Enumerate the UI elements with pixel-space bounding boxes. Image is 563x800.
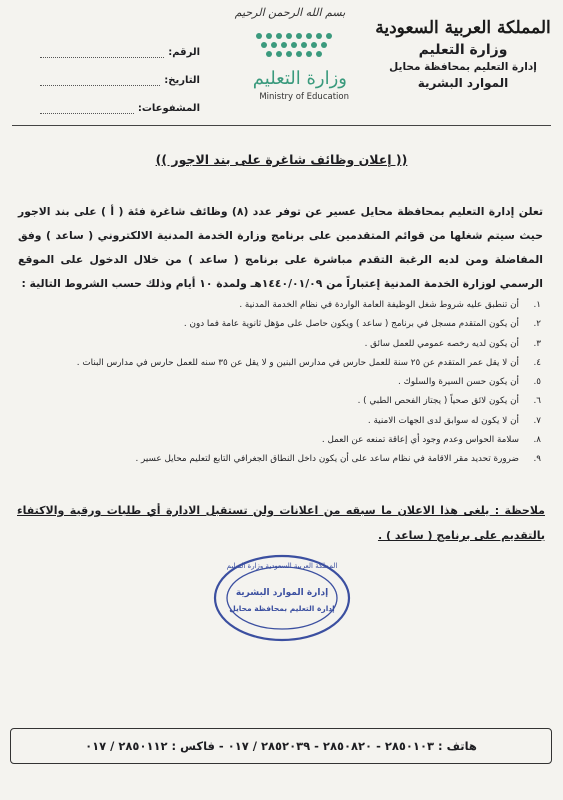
letterhead-right (373, 18, 553, 90)
list-item (26, 354, 541, 373)
administration-name: إدارة التعليم بمحافظة محايل (389, 61, 537, 73)
field-attachments-label: المشفوعات: (137, 103, 200, 114)
list-item (26, 315, 541, 334)
list-item-number: ٤. (533, 357, 541, 368)
field-date-line (40, 75, 160, 86)
official-stamp (212, 553, 352, 643)
header-divider (12, 125, 551, 126)
stamp-inner-text-2: إدارة التعليم بمحافظة محايل (229, 604, 335, 613)
contact-footer-text: هاتف : ٢٨٥٠١٠٣ - ٢٨٥٠٨٢٠ - ٢٨٥٢٠٣٩ / ٠١٧ - فاكس : ٢٨٥٠١١٢ / ٠١٧ (85, 739, 477, 753)
announcement-note: ملاحظة : يلغى هذا الاعلان ما سبقه من اعلانات ولن تستقبل الادارة أي طلبات ورقية والاكتفاء بالتقديم على برنامج ( ساعد ) . (17, 504, 545, 542)
list-item-text: ضرورة تحديد مقر الاقامة في نظام ساعد على أن يكون داخل النطاق الجغرافي التابع لتعليم محايل عسير . (135, 454, 519, 465)
department-name: الموارد البشرية (417, 76, 509, 90)
ministry-name: وزارة التعليم (418, 42, 508, 58)
list-item-number: ٥. (533, 377, 541, 388)
list-item-text: أن يكون لديه رخصه عمومي للعمل سائق . (364, 338, 519, 349)
field-number-line (40, 47, 164, 58)
list-item-number: ٢. (533, 319, 541, 330)
list-item (26, 450, 541, 469)
list-item-text: أن يكون لائق صحياً ( يجتاز الفحص الطبي ) . (357, 396, 519, 407)
list-item-text: أن تنطبق عليه شروط شغل الوظيفة العامة الواردة في نظام الخدمة المدنية . (239, 300, 519, 310)
list-item-number: ٦. (533, 396, 541, 407)
logo-english-text: Ministry of Education (259, 92, 349, 102)
list-item-text: أن يكون حسن السيرة والسلوك . (398, 377, 519, 388)
list-item-number: ٧. (533, 415, 541, 426)
field-number (40, 30, 200, 58)
stamp-inner-text-1: إدارة الموارد البشرية (235, 588, 329, 598)
list-item (26, 412, 541, 431)
list-item (26, 373, 541, 392)
list-item-number: ٣. (533, 338, 541, 349)
list-item-number: ٩. (533, 454, 541, 465)
ministry-logo (205, 28, 355, 108)
logo-dots-icon (253, 28, 333, 58)
field-attachments-line (40, 103, 134, 114)
conditions-list (26, 296, 541, 470)
list-item-number: ٨. (533, 435, 541, 446)
kingdom-name: المملكة العربية السعودية (375, 18, 551, 38)
list-item (26, 431, 541, 450)
list-item (26, 392, 541, 411)
announcement-intro: تعلن إدارة التعليم بمحافظة محايل عسير عن توفر عدد (٨) وظائف شاغرة فئة ( أ ) على بند الاجور حيث سيتم شغلها من قوائم المتقدمين على برنامج وزارة الخدمة المدنية الالكتروني ( ساعد ) وفق المفاضلة ومن لديه الرغبة التقدم مباشرة على برنامج ( ساعد ) من خلال الدخول على الموقع الرسمي لوزارة الخدمة المدنية إعتباراً من ١٤٤٠/٠١/٠٩هـ ولمدة ١٠ أيام وذلك حسب الشروط التالية : (18, 205, 543, 290)
list-item-text: أن لا يقل عمر المتقدم عن ٢٥ سنة للعمل حارس في مدارس البنين و لا يقل عن ٣٥ سنه للعمل حارس في مدارس البنات . (76, 357, 519, 368)
list-item-text: أن لا يكون له سوابق لدى الجهات الامنية . (367, 415, 519, 426)
field-attachments (40, 86, 200, 114)
field-date (40, 58, 200, 86)
contact-footer (10, 728, 552, 764)
list-item-number: ١. (533, 300, 541, 310)
announcement-title: (( إعلان وظائف شاغرة على بند الاجور )) (155, 152, 408, 167)
list-item-text: أن يكون المتقدم مسجل في برنامج ( ساعد ) ويكون حاصل على مؤهل ثانوية عامة فما دون . (183, 319, 519, 330)
field-date-label: التاريخ: (164, 75, 200, 86)
logo-arabic-text: وزارة التعليم (252, 68, 347, 89)
field-number-label: الرقم: (168, 47, 200, 58)
list-item-text: سلامة الحواس وعدم وجود أي إعاقة تمنعه عن العمل . (321, 435, 519, 446)
reference-fields (40, 30, 200, 114)
stamp-outer-text: المملكة العربية السعودية وزارة التعليم (226, 562, 338, 570)
basmala: بسم الله الرحمن الرحيم (234, 6, 346, 19)
list-item (26, 296, 541, 315)
list-item (26, 335, 541, 354)
